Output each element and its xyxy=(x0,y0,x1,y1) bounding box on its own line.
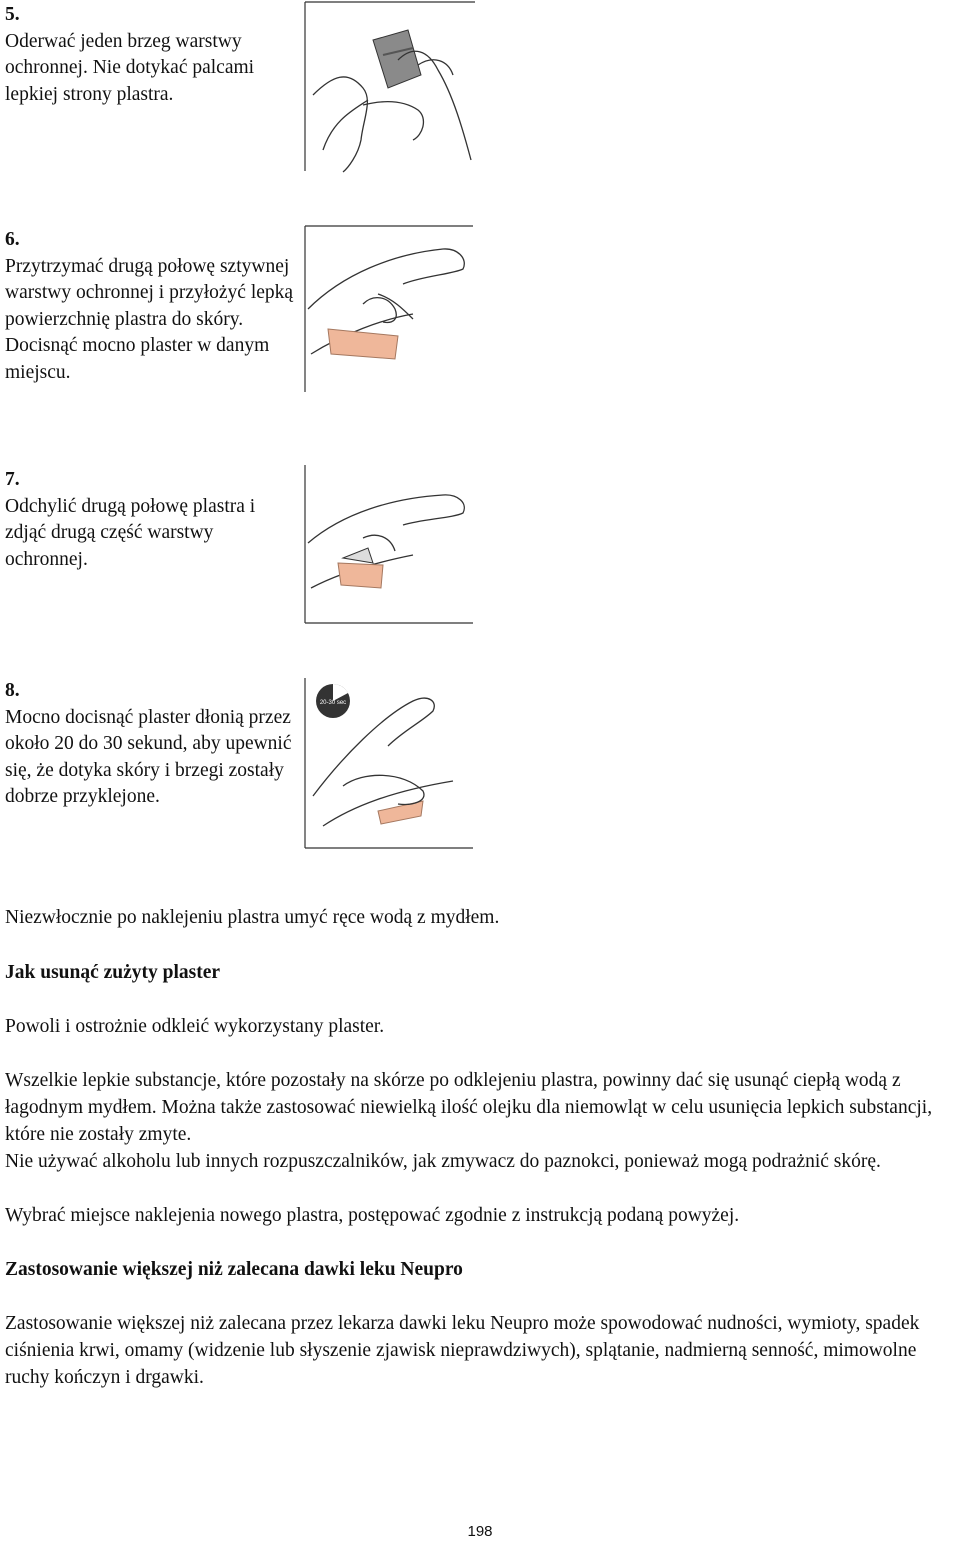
illustration-peel-liner xyxy=(303,0,475,173)
step-text: Oderwać jeden brzeg warstwy ochronnej. Nie dotykać palcami lepkiej strony plastra. xyxy=(5,30,255,105)
overdose-text: Zastosowanie większej niż zalecana przez lekarza dawki leku Neupro może spowodować nudności, wymioty, spadek ciśnienia krwi, omamy (widzenie lub słyszenie zjawisk nieprawdziwych), splątanie, nadmierną senność, mimowolne ruchy kończyn i drgawki. xyxy=(5,1313,920,1389)
timer-label: 20-30 sec xyxy=(319,700,347,706)
illustration-press-patch xyxy=(303,676,475,850)
step-text: Przytrzymać drugą połowę sztywnej warstwy ochronnej i przyłożyć lepką powierzchnię plastra do skóry. Docisnąć mocno plaster w danym miejscu. xyxy=(5,255,294,383)
remove-patch-text-1: Powoli i ostrożnie odkleić wykorzystany plaster. xyxy=(5,1016,385,1037)
step-text: Mocno docisnąć plaster dłonią przez około 20 do 30 sekund, aby upewnić się, że dotyka skóry i brzegi zostały dobrze przyklejone. xyxy=(5,706,292,807)
step-5 xyxy=(5,2,295,108)
step-number: 6. xyxy=(5,229,20,250)
wash-hands-text: Niezwłocznie po naklejeniu plastra umyć ręce wodą z mydłem. xyxy=(5,907,500,928)
step-number: 7. xyxy=(5,469,20,490)
step-8 xyxy=(5,678,295,811)
step-6 xyxy=(5,227,295,386)
timer-icon xyxy=(316,684,350,718)
illustration-apply-patch xyxy=(303,224,475,394)
step-number: 8. xyxy=(5,680,20,701)
remove-patch-text-2: Wszelkie lepkie substancje, które pozostały na skórze po odklejeniu plastra, powinny dać się usunąć ciepłą wodą z łagodnym mydłem. Można także zastosować niewielką ilość olejku dla niemowląt w celu usunięcia lepkich substancji, które nie zostały zmyte. xyxy=(5,1070,933,1146)
remove-patch-text-3: Nie używać alkoholu lub innych rozpuszczalników, jak zmywacz do paznokci, ponieważ mogą podrażnić skórę. xyxy=(5,1151,881,1172)
step-number: 5. xyxy=(5,4,20,25)
illustration-remove-second-liner xyxy=(303,463,475,625)
remove-patch-text-4: Wybrać miejsce naklejenia nowego plastra, postępować zgodnie z instrukcją podaną powyżej. xyxy=(5,1205,740,1226)
overdose-heading: Zastosowanie większej niż zalecana dawki leku Neupro xyxy=(5,1259,463,1280)
remove-patch-heading: Jak usunąć zużyty plaster xyxy=(5,962,221,983)
step-text: Odchylić drugą połowę plastra i zdjąć drugą część warstwy ochronnej. xyxy=(5,495,256,570)
page-number: 198 xyxy=(467,1523,493,1540)
step-7 xyxy=(5,467,295,573)
